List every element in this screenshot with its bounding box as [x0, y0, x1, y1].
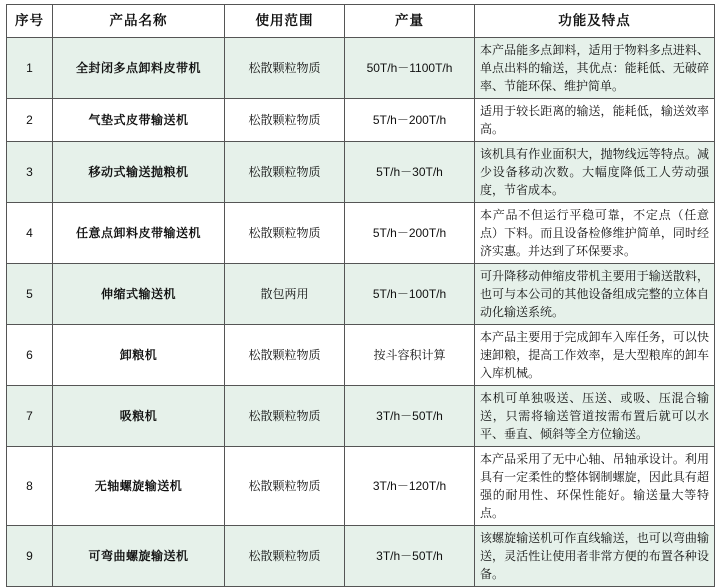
cell-product-name: 吸粮机	[53, 386, 225, 447]
cell-scope: 松散颗粒物质	[225, 203, 345, 264]
cell-no: 9	[7, 526, 53, 587]
cell-capacity: 3T/h－50T/h	[345, 386, 475, 447]
cell-scope: 松散颗粒物质	[225, 386, 345, 447]
cell-no: 1	[7, 38, 53, 99]
cell-capacity: 5T/h－200T/h	[345, 99, 475, 142]
table-row	[7, 264, 715, 325]
cell-no: 5	[7, 264, 53, 325]
table-row	[7, 38, 715, 99]
cell-product-name: 任意点卸料皮带输送机	[53, 203, 225, 264]
cell-scope: 松散颗粒物质	[225, 526, 345, 587]
cell-no: 2	[7, 99, 53, 142]
cell-product-name: 移动式输送抛粮机	[53, 142, 225, 203]
column-header-features: 功能及特点	[475, 5, 715, 38]
column-header-product-name: 产品名称	[53, 5, 225, 38]
product-spec-table	[6, 4, 715, 587]
cell-no: 4	[7, 203, 53, 264]
cell-product-name: 伸缩式输送机	[53, 264, 225, 325]
cell-no: 8	[7, 447, 53, 526]
cell-product-name: 全封闭多点卸料皮带机	[53, 38, 225, 99]
column-header-capacity: 产量	[345, 5, 475, 38]
table-row	[7, 526, 715, 587]
cell-scope: 散包两用	[225, 264, 345, 325]
cell-features: 本产品主要用于完成卸车入库任务，可以快速卸粮，提高工作效率，是大型粮库的卸车入库机械。	[475, 325, 715, 386]
cell-product-name: 可弯曲螺旋输送机	[53, 526, 225, 587]
cell-no: 7	[7, 386, 53, 447]
cell-capacity: 5T/h－200T/h	[345, 203, 475, 264]
cell-no: 6	[7, 325, 53, 386]
cell-capacity: 5T/h－100T/h	[345, 264, 475, 325]
table-body	[7, 38, 715, 587]
cell-features: 可升降移动伸缩皮带机主要用于输送散料，也可与本公司的其他设备组成完整的立体自动化输送系统。	[475, 264, 715, 325]
cell-features: 本产品采用了无中心轴、吊轴承设计。利用具有一定柔性的整体钢制螺旋，因此具有超强的耐用性、环保性能好。输送量大等特点。	[475, 447, 715, 526]
cell-scope: 松散颗粒物质	[225, 325, 345, 386]
cell-features: 本产品不但运行平稳可靠，不定点（任意点）下料。而且设备检修维护简单，同时经济实惠。并达到了环保要求。	[475, 203, 715, 264]
table-row	[7, 203, 715, 264]
cell-capacity: 50T/h－1100T/h	[345, 38, 475, 99]
cell-no: 3	[7, 142, 53, 203]
cell-product-name: 气垫式皮带输送机	[53, 99, 225, 142]
cell-capacity: 按斗容积计算	[345, 325, 475, 386]
column-header-no: 序号	[7, 5, 53, 38]
column-header-scope: 使用范围	[225, 5, 345, 38]
cell-product-name: 无轴螺旋输送机	[53, 447, 225, 526]
table-header	[7, 5, 715, 38]
cell-scope: 松散颗粒物质	[225, 38, 345, 99]
cell-scope: 松散颗粒物质	[225, 99, 345, 142]
cell-features: 该机具有作业面积大，抛物线远等特点。减少设备移动次数。大幅度降低工人劳动强度，节省成本。	[475, 142, 715, 203]
table-row	[7, 142, 715, 203]
cell-scope: 松散颗粒物质	[225, 447, 345, 526]
cell-features: 本机可单独吸送、压送、或吸、压混合输送，只需将输送管道按需布置后就可以水平、垂直、倾斜等全方位输送。	[475, 386, 715, 447]
table-row	[7, 386, 715, 447]
table-row	[7, 325, 715, 386]
table-row	[7, 447, 715, 526]
table-row	[7, 99, 715, 142]
cell-capacity: 3T/h－50T/h	[345, 526, 475, 587]
cell-capacity: 3T/h－120T/h	[345, 447, 475, 526]
cell-capacity: 5T/h－30T/h	[345, 142, 475, 203]
cell-scope: 松散颗粒物质	[225, 142, 345, 203]
cell-features: 本产品能多点卸料，适用于物料多点进料、单点出料的输送，其优点：能耗低、无破碎率、节能环保、维护简单。	[475, 38, 715, 99]
table-header-row	[7, 5, 715, 38]
cell-features: 适用于较长距离的输送，能耗低，输送效率高。	[475, 99, 715, 142]
cell-features: 该螺旋输送机可作直线输送，也可以弯曲输送，灵活性让使用者非常方便的布置各种设备。	[475, 526, 715, 587]
cell-product-name: 卸粮机	[53, 325, 225, 386]
